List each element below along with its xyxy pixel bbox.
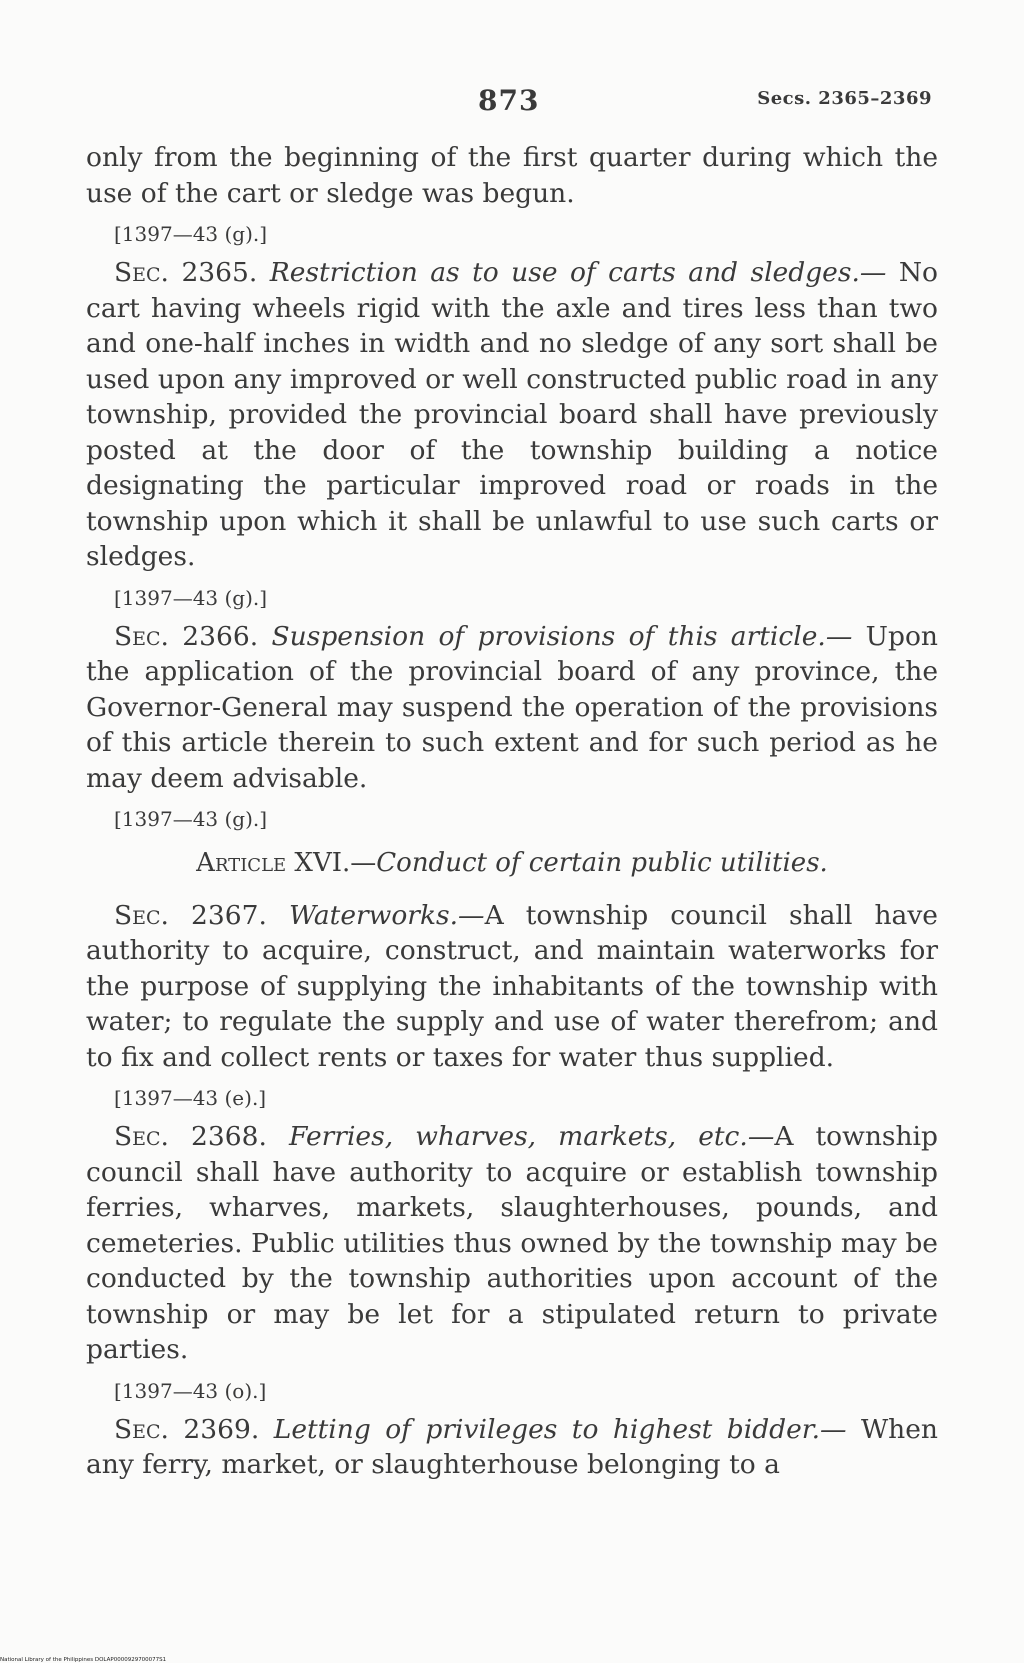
section-title: Ferries, wharves, markets, etc.— — [289, 1121, 775, 1152]
section-text: Upon the application of the provincial board of any province, the Governor-General may suspend the operation of the provisions of this article therein to such extent and for such period as he may deem advisable. — [86, 620, 938, 794]
section-label: Sec. 2368. — [114, 1121, 267, 1152]
section-title: Suspension of provisions of this article.— — [271, 620, 853, 652]
page-number: 873 — [478, 84, 540, 117]
section-text: When any ferry, market, or slaughterhouse belonging to a — [86, 1413, 938, 1480]
section-text: A township council shall have authority to acquire, construct, and maintain waterworks for the purpose of supplying the inhabitants of the township with water; to regulate the supply and use of water therefrom; and to fix and collect rents or taxes for water thus supplied. — [86, 899, 938, 1073]
section-label: Sec. 2366. — [114, 620, 259, 652]
section-2365 — [86, 255, 938, 575]
article-title: Conduct of certain public utilities. — [376, 848, 828, 878]
section-text: A township council shall have authority to acquire or establish township ferries, wharves, markets, slaughterhouses, pounds, and cemeteries. Public utilities thus owned by the township may be conducted by the township authorities upon account of the township or may be let for a stipulated return to private parties. — [86, 1121, 938, 1365]
section-title: Waterworks.— — [288, 899, 485, 931]
section-label: Sec. 2369. — [114, 1413, 260, 1445]
continuation-paragraph: only from the beginning of the first quarter during which the use of the cart or sledge was begun. — [86, 142, 938, 209]
citation: [1397—43 (g).] — [114, 222, 268, 246]
section-label: Sec. 2365. — [114, 257, 258, 288]
section-2368 — [86, 1119, 938, 1368]
section-title: Restriction as to use of carts and sledges.— — [269, 257, 887, 288]
section-range: Secs. 2365–2369 — [757, 88, 932, 109]
running-header — [0, 84, 1024, 124]
section-label: Sec. 2367. — [114, 899, 267, 931]
citation: [1397—43 (g).] — [114, 807, 268, 831]
citation: [1397—43 (e).] — [114, 1086, 267, 1110]
citation: [1397—43 (o).] — [114, 1378, 267, 1403]
article-label: Article XVI.— — [196, 848, 377, 878]
article-heading — [86, 846, 938, 882]
page-body — [86, 140, 938, 1483]
scan-footer — [0, 1657, 166, 1663]
footer-id: DOLAP0000929700077S1 — [94, 1657, 167, 1663]
section-2367 — [86, 898, 938, 1076]
section-2369 — [86, 1412, 938, 1483]
section-2366 — [86, 619, 938, 797]
footer-library: National Library of the Philippines — [0, 1657, 94, 1663]
section-text: No cart having wheels rigid with the axle and tires less than two and one-half inches in width and no sledge of any sort shall be used upon any improved or well constructed public road in any township, provided the provincial board shall have previously posted at the door of the township building a notice designating the particular improved road or roads in the township upon which it shall be unlawful to use such carts or sledges. — [86, 257, 938, 572]
section-title: Letting of privileges to highest bidder.— — [273, 1413, 847, 1445]
citation: [1397—43 (g).] — [114, 585, 268, 610]
